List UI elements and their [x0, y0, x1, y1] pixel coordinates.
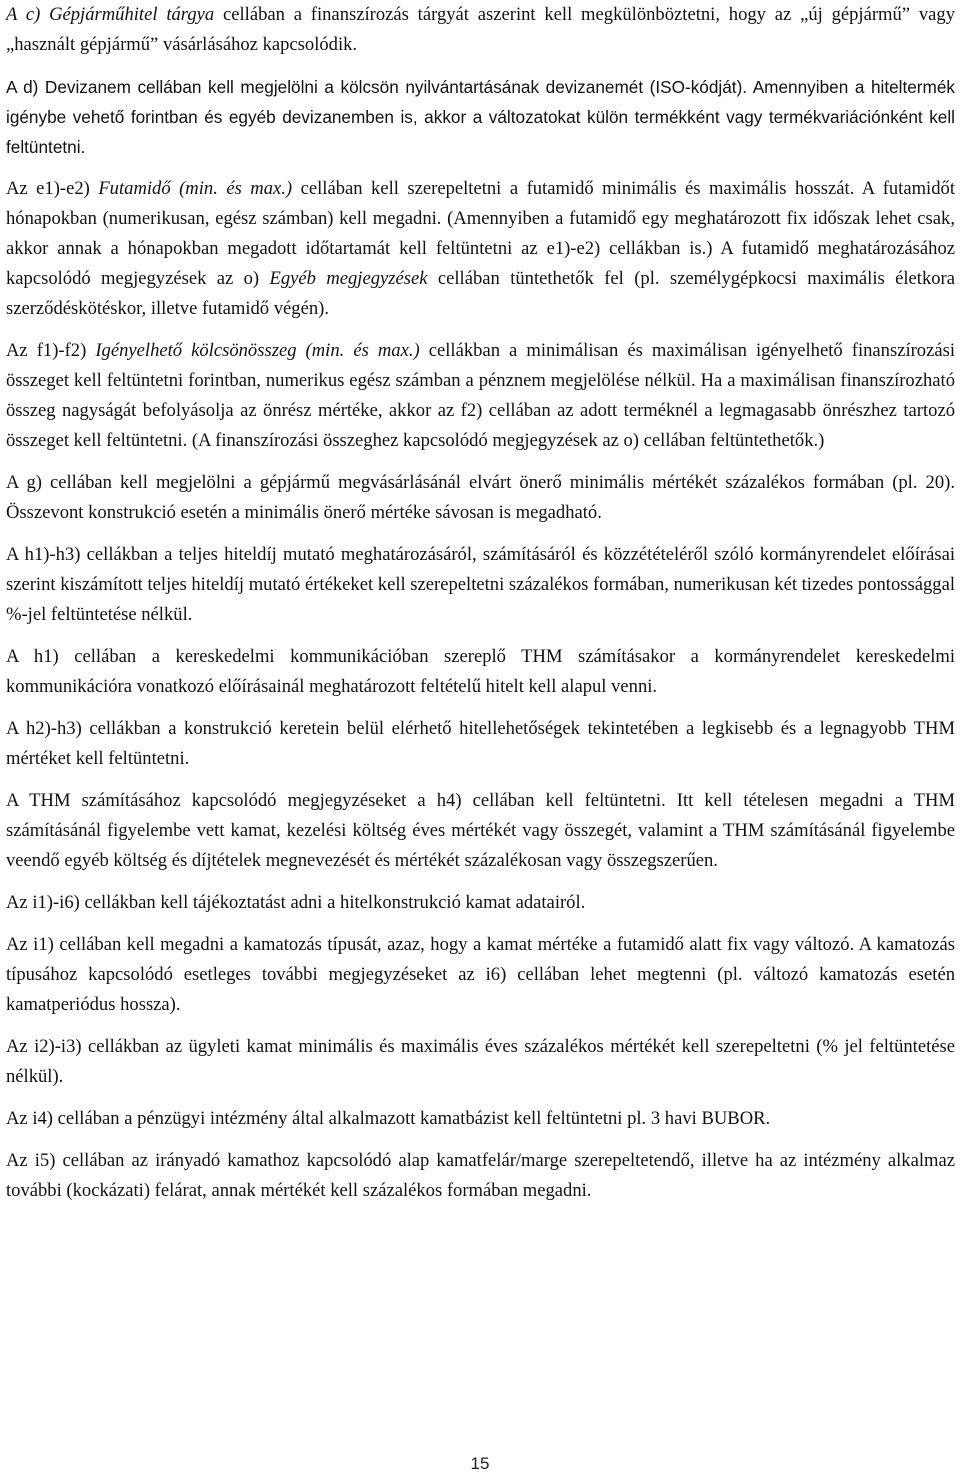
paragraph-11 — [6, 930, 955, 1020]
text-segment: A h2)-h3) cellákban a konstrukció keretein belül elérhető hitellehetőségek tekintetében a legkisebb és a legnagyobb THM mértéket kell feltüntetni. — [6, 718, 955, 769]
text-segment: cellában kell szerepeltetni a futamidő minimális és maximális hosszát. A futamidőt hónapokban (numerikusan, egész számban) kell megadni. (Amennyiben a futamidő egy meghatározott fix időszak lehet csak, akkor annak a hónapokban megadott időtartamát kell feltüntetni az e1)-e2) cellákban is.) A futamidő meghatározásához kapcsolódó megjegyzések az o) — [6, 178, 955, 289]
text-segment: A THM számításához kapcsolódó megjegyzéseket a h4) cellában kell feltüntetni. Itt kell tételesen megadni a THM számításánál figyelembe vett kamat, kezelési költség éves mértékét vagy összegét, valamint a THM számításánál figyelembe veendő egyéb költség és díjtételek megnevezését és mértékét százalékosan vagy összegszerűen. — [6, 790, 955, 871]
text-segment-italic: Igényelhető kölcsönösszeg (min. és max.) — [95, 340, 420, 361]
text-segment: Az i5) cellában az irányadó kamathoz kapcsolódó alap kamatfelár/marge szerepeltetendő, illetve ha az intézmény alkalmaz további (kockázati) felárat, annak mértékét kell százalékos formában megadni. — [6, 1150, 955, 1201]
text-segment: cellában a finanszírozás tárgyát aszerint kell megkülönböztetni, hogy az „új gépjármű” vagy „használt gépjármű” vásárlásához kapcsolódik. — [6, 4, 955, 55]
paragraph-10 — [6, 888, 955, 918]
text-segment: cellában tüntethetők fel (pl. személygépkocsi maximális életkora szerződéskötéskor, illetve futamidő végén). — [6, 268, 955, 319]
text-segment: A h1)-h3) cellákban a teljes hiteldíj mutató meghatározásáról, számításáról és közzétételéről szóló kormányrendelet előírásai szerint kiszámított teljes hiteldíj mutató értékeket kell szerepeltetni százalékos formában, numerikusan két tizedes pontossággal %-jel feltüntetése nélkül. — [6, 544, 955, 625]
paragraph-3 — [6, 174, 955, 324]
paragraph-12 — [6, 1032, 955, 1092]
text-segment: Az f1)-f2) — [6, 340, 96, 361]
paragraph-14 — [6, 1146, 955, 1206]
text-segment: Az i1)-i6) cellákban kell tájékoztatást adni a hitelkonstrukció kamat adatairól. — [6, 892, 586, 913]
text-segment: Az e1)-e2) — [6, 178, 99, 199]
text-segment: Az i4) cellában a pénzügyi intézmény által alkalmazott kamatbázist kell feltüntetni pl. 3 havi BUBOR. — [6, 1108, 771, 1129]
paragraph-13 — [6, 1104, 955, 1134]
text-segment: cellákban a minimálisan és maximálisan igényelhető finanszírozási összeget kell feltüntetni forintban, numerikus egész számban a pénznem megjelölése nélkül. Ha a maximálisan finanszírozható összeg nagyságát befolyásolja az önrész mértéke, akkor az f2) cellában az adott terméknél a legmagasabb önrészhez tartozó összeget kell feltüntetni. (A finanszírozási összeghez kapcsolódó megjegyzések az o) cellában feltüntethetők.) — [6, 340, 956, 451]
text-segment: A d) Devizanem cellában kell megjelölni a kölcsön nyilvántartásának devizanemét (ISO-kódját). — [6, 77, 753, 97]
paragraph-1 — [6, 0, 955, 60]
text-segment-italic: Futamidő (min. és max.) — [98, 178, 293, 199]
paragraph-4 — [6, 336, 955, 456]
paragraph-6 — [6, 540, 955, 630]
text-segment: A g) cellában kell megjelölni a gépjármű megvásárlásánál elvárt önerő minimális mértékét százalékos formában (pl. 20). Összevont konstrukció esetén a minimális önerő mértéke sávosan is megadható. — [6, 472, 955, 523]
paragraph-9 — [6, 786, 955, 876]
text-segment: A h1) cellában a kereskedelmi kommunikációban szereplő THM számításakor a kormányrendelet kereskedelmi kommunikációra vonatkozó előírásainál meghatározott feltételű hitelt kell alapul venni. — [6, 646, 955, 697]
text-segment: Az i1) cellában kell megadni a kamatozás típusát, azaz, hogy a kamat mértéke a futamidő alatt fix vagy változó. A kamatozás típusához kapcsolódó esetleges további megjegyzéseket az i6) cellában lehet megtenni (pl. változó kamatozás esetén kamatperiódus hossza). — [6, 934, 955, 1015]
paragraph-8 — [6, 714, 955, 774]
paragraph-5 — [6, 468, 955, 528]
text-segment-italic: Egyéb megjegyzések — [269, 268, 428, 289]
text-segment: Az i2)-i3) cellákban az ügyleti kamat minimális és maximális éves százalékos mértékét kell szerepeltetni (% jel feltüntetése nélkül). — [6, 1036, 955, 1087]
paragraph-7 — [6, 642, 955, 702]
paragraph-2 — [6, 72, 955, 162]
text-segment: A c) Gépjárműhitel tárgya — [6, 4, 215, 25]
page-number: 15 — [470, 1454, 490, 1473]
text-segment: Amennyiben a hiteltermék igénybe vehető forintban és egyéb devizanemben is, akkor a változatokat külön termékként vagy termékvariációnként kell feltüntetni. — [6, 77, 955, 157]
